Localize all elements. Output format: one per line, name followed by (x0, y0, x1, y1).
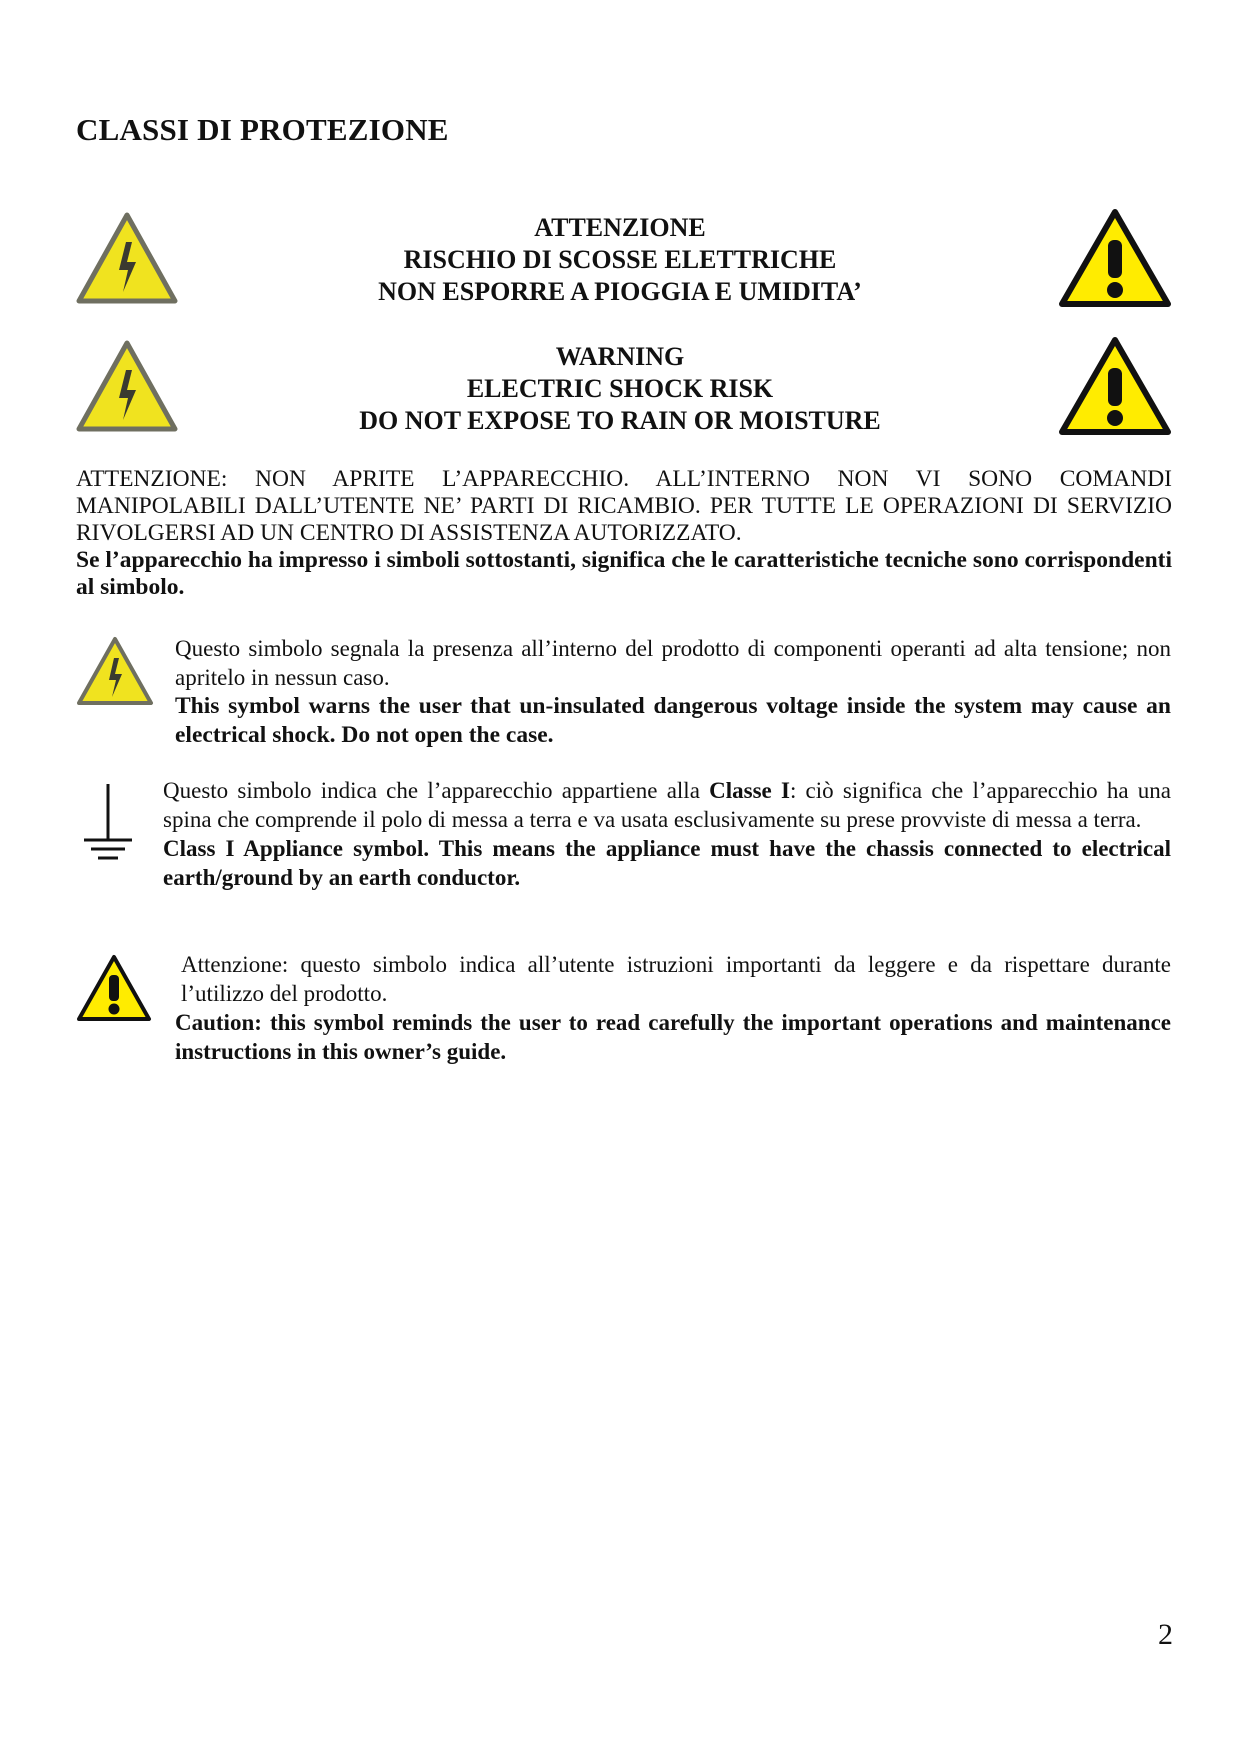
warning-heading: ATTENZIONE (534, 213, 706, 242)
service-notice (76, 466, 1172, 601)
page-number: 2 (1158, 1618, 1173, 1651)
class-label: Classe I (709, 778, 790, 803)
symbol-description-earth (163, 776, 1171, 892)
warning-risk-line: ELECTRIC SHOCK RISK (466, 374, 774, 403)
high-voltage-warning-icon (76, 340, 178, 432)
caution-exclamation-icon (1058, 336, 1172, 436)
warning-risk-line: RISCHIO DI SCOSSE ELETTRICHE (403, 245, 837, 274)
high-voltage-warning-icon (76, 212, 178, 304)
symbol-text-english: Caution: this symbol reminds the user to read carefully the important operations and maintenance instructions in this owner’s guide. (175, 1010, 1171, 1064)
notice-symbols-text: Se l’apparecchio ha impresso i simboli sottostanti, significa che le caratteristiche tecniche sono corrispondenti al simbolo. (76, 547, 1172, 600)
symbol-text-italian: Questo simbolo segnala la presenza all’interno del prodotto di componenti operanti ad alta tensione; non apritelo in nessun caso. (175, 636, 1171, 690)
symbol-text-english: Class I Appliance symbol. This means the appliance must have the chassis connected to electrical earth/ground by an earth conductor. (163, 836, 1171, 890)
warning-block-english (250, 341, 990, 437)
symbol-description-voltage (175, 634, 1171, 750)
high-voltage-warning-icon (76, 636, 154, 706)
symbol-text-italian: Attenzione: questo simbolo indica all’utente istruzioni importanti da leggere e da rispettare durante l’utilizzo del prodotto. (181, 952, 1171, 1006)
symbol-text-english: This symbol warns the user that un-insulated dangerous voltage inside the system may cause an electrical shock. Do not open the case. (175, 693, 1171, 748)
symbol-description-caution (175, 950, 1171, 1066)
warning-block-italian (250, 212, 990, 308)
notice-text: ATTENZIONE: NON APRITE L’APPARECCHIO. ALL’INTERNO NON VI SONO COMANDI MANIPOLABILI DALL’UTENTE NE’ PARTI DI RICAMBIO. PER TUTTE LE OPERAZIONI DI SERVIZIO RIVOLGERSI AD UN CENTRO DI ASSISTENZA AUTORIZZATO. (76, 466, 1172, 546)
caution-exclamation-icon (1058, 208, 1172, 308)
warning-exposure-line: NON ESPORRE A PIOGGIA E UMIDITA’ (378, 277, 862, 306)
caution-exclamation-icon (76, 954, 152, 1022)
warning-heading: WARNING (555, 342, 685, 371)
warning-exposure-line: DO NOT EXPOSE TO RAIN OR MOISTURE (359, 406, 881, 435)
earth-ground-icon (80, 782, 136, 866)
page-title: CLASSI DI PROTEZIONE (76, 112, 449, 147)
symbol-text-italian: Questo simbolo indica che l’apparecchio appartiene alla Classe I: ciò significa che l’apparecchio ha una spina che comprende il polo di messa a terra e va usata esclusivamente su prese provviste di messa a terra. (163, 778, 1171, 832)
